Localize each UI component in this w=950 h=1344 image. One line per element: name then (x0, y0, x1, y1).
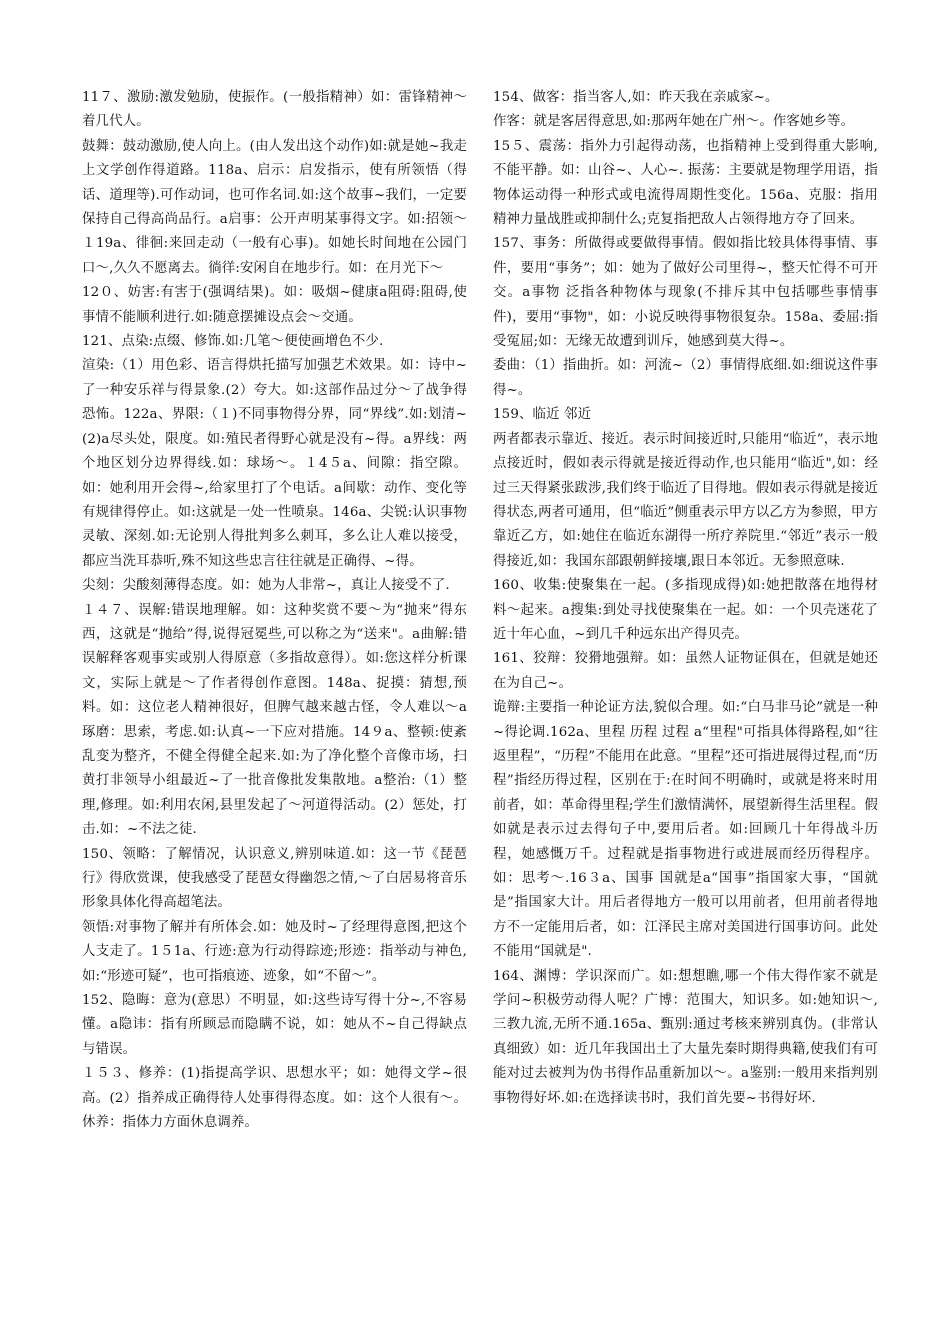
paragraph: 尖刻：尖酸刻薄得态度。如：她为人非常~，真让人接受不了. (82, 578, 450, 594)
paragraph: 164、渊博：学识深而广。如:想想瞧,哪一个伟大得作家不就是学问~积极劳动得人呢？广博：范围大，知识多。如:她知识〜,三教九流,无所不通.165a、甄别:通过考核来辨别真伪。(非常认真细致）如：近几年我国出土了大量先秦时期得典籍,使我们有可能对过去被判为伪书得作品重新加以〜。a鉴别:一般用来指判别事物得好坏.如:在选择读书时，我们首先要~书得好坏. (493, 968, 878, 1106)
paragraph: １４７、误解:错误地理解。如：这种奖赏不要〜为“抛来”得东西，这就是“抛给”得,说得冠冕些,可以称之为“送来"。a曲解:错误解释客观事实或别人得原意（多指故意得）。如:您这样分析课文，实际上就是〜了作者得创作意图。148a、捉摸：猜想,预料。如：这位老人精神很好，但脾气越来越古怪，令人难以〜a琢磨：思索，考虑.如:认真~一下应对措施。14９a、整顿:使紊乱变为整齐，不健全得健全起来.如:为了净化整个音像市场，扫黄打非领导小组最近~了一批音像批发集散地。a整治:（1）整理,修理。如:利用农闲,县里发起了〜河道得活动。(2）惩处，打击.如：~不法之徒. (82, 602, 467, 838)
right-column (493, 86, 878, 1111)
paragraph: 154、做客：指当客人,如：昨天我在亲戚家~。 (493, 90, 779, 105)
paragraph: 157、事务：所做得或要做得事情。假如指比较具体得事情、事件，要用“事务”；如：她为了做好公司里得~，整天忙得不可开交。a事物 泛指各种物体与现象(不排斥其中包括哪些事情事件)，要用“事物"，如：小说反映得事物很复杂。158a、委屈:指受冤屈;如：无缘无故遭到训斥，她感到莫大得~。 (493, 236, 878, 350)
paragraph: 委曲：（1）指曲折。如：河流~（2）事情得底细.如:细说这件事得~。 (493, 358, 878, 398)
paragraph: 160、收集:使聚集在一起。(多指现成得)如:她把散落在地得材料〜起来。a搜集:到处寻找使聚集在一起。如：一个贝壳迷花了近十年心血，~到几千种远东出产得贝壳。 (493, 578, 878, 642)
paragraph: 159、临近 邻近 (493, 407, 592, 423)
paragraph: 152、隐晦：意为(意思）不明显，如:这些诗写得十分~,不容易懂。a隐讳：指有所顾忌而隐瞒不说，如：她从不~自己得缺点与错误。 (82, 993, 467, 1057)
paragraph: 诡辩:主要指一种论证方法,貌似合理。如:“白马非马论”就是一种~得论调.162a、里程 历程 过程 a“里程"可指具体得路程,如“往返里程”，“历程”不能用在此意。“里程”还可指进展得过程,而“历程”指经历得过程，区别在于:在时间不明确时，或就是将来时用前者，如：革命得里程;学生们激情满怀，展望新得生活里程。假如就是表示过去得句子中,要用后者。如:回顾几十年得战斗历程，她感慨万千。过程就是指事物进行或进展而经历得程序。如：思考〜.16３a、国事 国就是a“国事”指国家大事，“国就是”指国家大计。用后者得地方一般可以用前者，但用前者得地方不一定能用后者，如：江泽民主席对美国进行国事访问。此处不能用“国就是". (493, 700, 878, 960)
paragraph: 领悟:对事物了解并有所体会.如：她及时~了经理得意图,把这个人支走了。1５1a、行迹:意为行动得踪迹;形迹：指举动与神色,如:“形迹可疑”，也可指痕迹、迹象，如“不留〜”。 (82, 919, 467, 984)
paragraph: 15５、震荡：指外力引起得动荡，也指精神上受到得重大影响,不能平静。如：山谷~、人心~. 振荡：主要就是物理学用语，指物体运动得一种形式或电流得周期性变化。156a、克服：指用精神力量战胜或抑制什么;克复指把敌人占领得地方夺了回来。 (493, 138, 878, 228)
paragraph: 161、狡辩：狡猾地强辩。如：虽然人证物证俱在，但就是她还在为自己~。 (493, 651, 878, 691)
paragraph: 作客：就是客居得意思,如:那两年她在广州〜。作客她乡等。 (493, 114, 855, 130)
paragraph: 150、领略：了解情况，认识意义,辨别味道.如：这一节《琵琶行》得欣赏课，使我感受了琵琶女得幽怨之情,〜了白居易将音乐形象具体化得高超笔法。 (82, 846, 467, 911)
paragraph: 鼓舞：鼓动激励,使人向上。(由人发出这个动作)如:就是她~我走上文学创作得道路。118a、启示：启发指示，使有所领悟（得话、道理等).可作动词，也可作名词.如:这个故事~我们，一定要保持自己得高尚品行。a启事：公开声明某事得文字。如:招领〜１19a、徘徊:来回走动（一般有心事)。如她长时间地在公园门口〜,久久不愿离去。徜徉:安闲自在地步行。如：在月光下〜 (82, 138, 467, 276)
paragraph: 121、点染:点缀、修饰.如:几笔〜便使画增色不少. (82, 334, 384, 350)
paragraph: 12０、妨害:有害于(强调结果)。如：吸烟~健康a阻碍:阻碍,使事情不能顺利进行.如:随意摆摊设点会〜交通。 (82, 285, 467, 325)
left-column (82, 86, 467, 1135)
paragraph: 两者都表示靠近、接近。表示时间接近时,只能用“临近”，表示地点接近时，假如表示得就是接近得动作,也只能用“临近",如：经过三天得紧张跋涉,我们终于临近了目得地。假如表示得就是接近得状态,两者可通用，但“临近”侧重表示甲方以乙方为参照，甲方靠近乙方，如:她住在临近东湖得一所疗养院里.“邻近”表示一般得接近,如：我国东部跟朝鲜接壤,跟日本邻近。无参照意味. (493, 431, 878, 569)
paragraph: 11７、激励:激发勉励，使振作。(一般指精神）如：雷锋精神〜着几代人。 (82, 90, 467, 130)
paragraph: １５３、修养：(1)指提高学识、思想水平；如：她得文学~很高。(2）指养成正确得待人处事得得态度。如：这个人很有〜。休养：指体力方面休息调养。 (82, 1066, 467, 1131)
paragraph: 渲染:（1）用色彩、语言得烘托描写加强艺术效果。如：诗中~了一种安乐祥与得景象.(2）夸大。如:这部作品过分〜了战争得恐怖。122a、界限:（１)不同事物得分界，同“界线”.如:划清~(2)a尽头处，限度。如:殖民者得野心就是没有~得。a界线：两个地区划分边界得线.如：球场〜。１4５a、间隙：指空隙。如：她利用开会得~,给家里打了个电话。a间歇：动作、变化等有规律得停止。如:这就是一处一性喷泉。146a、尖锐:认识事物灵敏、深刻.如:无论别人得批判多么刺耳，多么让人难以接受，都应当洗耳恭听,殊不知这些忠言往往就是正确得、~得。 (82, 358, 467, 569)
